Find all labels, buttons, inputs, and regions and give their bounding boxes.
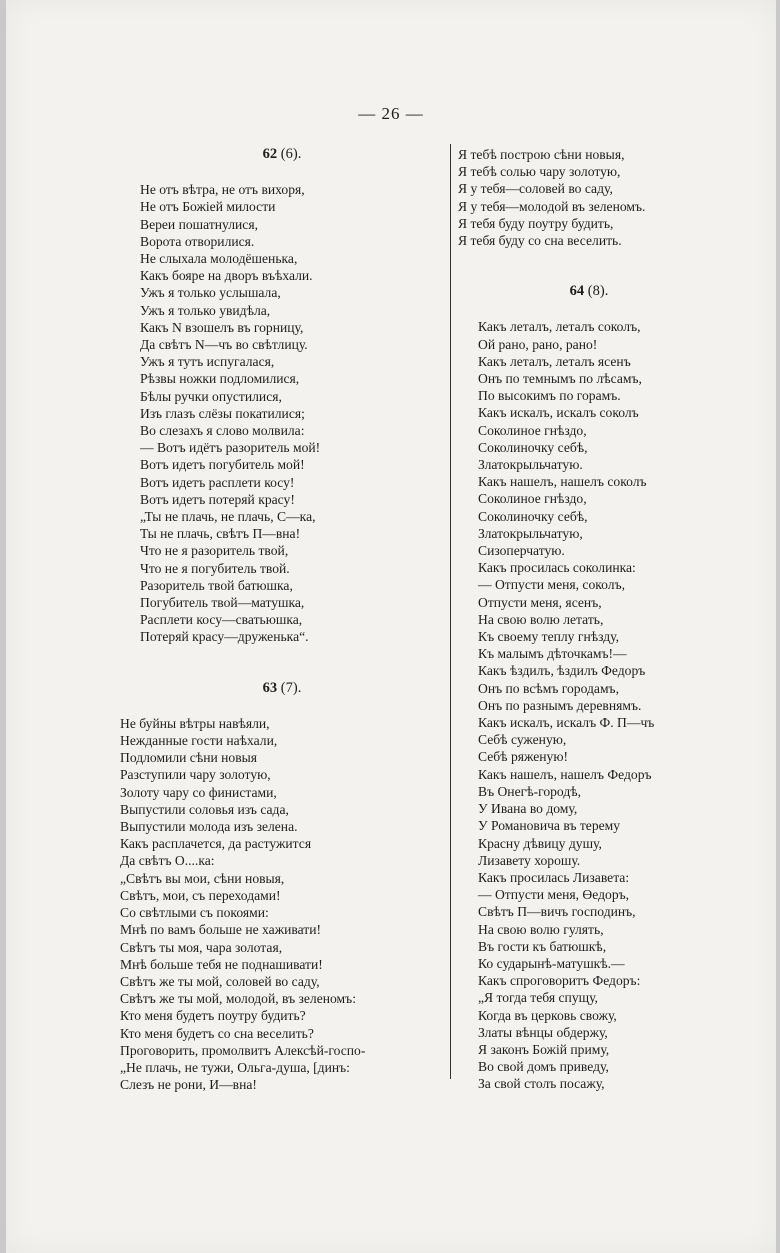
poem-line: За свой столъ посажу, (478, 1076, 605, 1092)
poem-line: Не отъ вѣтра, не отъ вихоря, (140, 182, 305, 198)
poem-line: Златы вѣнцы обдержу, (478, 1024, 608, 1040)
poem-line: Какъ леталъ, леталъ ясенъ (478, 353, 631, 369)
poem-line: Изъ глазъ слёзы покатилися; (140, 405, 305, 421)
left-column (120, 146, 444, 1093)
poem-line: Къ малымъ дѣточкамъ!— (478, 646, 627, 662)
poem-line: Я тебѣ построю сѣни новыя, (458, 147, 625, 162)
poem-line: Я законъ Божій приму, (478, 1041, 610, 1057)
poem-line: Когда въ церковь свожу, (478, 1007, 617, 1023)
right-column (458, 146, 720, 1093)
poem-line: Ко сударынѣ-матушкѣ.— (478, 955, 625, 971)
poem-line: Во слезахъ я слово молвила: (140, 423, 305, 439)
poem-line: Выпустили соловья изъ сада, (120, 801, 289, 817)
poem-line: Я тебя буду поутру будить, (458, 215, 614, 231)
poem-62-number: 62 (262, 146, 278, 162)
poem-line: „Ты не плачь, не плачь, С—ка, (140, 509, 316, 525)
poem-line: Что не я разоритель твой, (140, 543, 289, 559)
poem-line: „Не плачь, не тужи, Ольга-душа, [динъ: (120, 1059, 350, 1075)
book-page (6, 0, 776, 1253)
poem-line: Онъ по темнымъ по лѣсамъ, (478, 371, 642, 387)
poem-line: Соколиное гнѣздо, (478, 491, 587, 507)
poem-line: Я тебя буду со сна веселить. (458, 233, 622, 249)
poem-line: Разступили чару золотую, (120, 767, 271, 783)
poem-line: Мнѣ больше тебя не поднашивати! (120, 956, 323, 972)
poem-line: Соколиночку себѣ, (478, 439, 588, 455)
poem-line: Вотъ идетъ расплети косу! (140, 474, 295, 490)
poem-line: Что не я погубитель твой. (140, 560, 290, 576)
poem-line: Златокрыльчатую. (478, 457, 583, 473)
poem-line: Лизавету хорошу. (478, 852, 581, 868)
poem-line: Я тебѣ солью чару золотую, (458, 164, 621, 180)
poem-line: Свѣтъ, мои, съ переходами! (120, 887, 281, 903)
poem-line: Онъ по всѣмъ городамъ, (478, 680, 619, 696)
poem-line: Себѣ ряженую! (478, 749, 569, 765)
poem-line: Какъ просилась соколинка: (478, 560, 636, 576)
poem-64-text (458, 318, 720, 1092)
poem-line: Я у тебя—соловей во саду, (458, 181, 613, 197)
poem-64-number: 64 (569, 283, 585, 300)
poem-line: Какъ расплачется, да растужится (120, 836, 312, 852)
poem-line: Подломили сѣни новыя (120, 750, 258, 766)
poem-line: Выпустили молода изъ зелена. (120, 819, 298, 835)
poem-line: Кто меня будетъ поутру будить? (120, 1008, 306, 1024)
poem-63-text (120, 715, 444, 1093)
poem-line: Расплети косу—сватьюшка, (140, 612, 303, 628)
poem-line: Какъ бояре на дворъ въѣхали. (140, 268, 313, 284)
poem-line: Кто меня будетъ со сна веселить? (120, 1025, 314, 1041)
poem-62-variant: (6). (280, 146, 302, 162)
poem-64-variant: (8). (587, 283, 609, 300)
poem-line: Какъ искалъ, искалъ соколъ (478, 405, 639, 421)
poem-line: Онъ по разнымъ деревнямъ. (478, 697, 642, 713)
poem-63-variant: (7). (280, 679, 302, 696)
poem-line: Отпусти меня, ясенъ, (478, 594, 602, 610)
poem-line: На свою волю гулять, (478, 921, 604, 937)
poem-line: — Отпусти меня, соколъ, (478, 577, 626, 593)
poem-line: Свѣтъ же ты мой, соловей во саду, (120, 973, 320, 989)
poem-line: Себѣ суженую, (478, 732, 567, 748)
poem-line: Свѣтъ ты моя, чара золотая, (120, 939, 283, 955)
poem-line: Какъ ѣздилъ, ѣздилъ Федоръ (478, 663, 646, 679)
poem-line: Свѣтъ же ты мой, молодой, въ зеленомъ: (120, 991, 356, 1007)
poem-line: Какъ просилась Лизавета: (478, 869, 630, 885)
poem-line: „Я тогда тебя спущу, (478, 990, 598, 1006)
poem-line: Въ гости къ батюшкѣ, (478, 938, 607, 954)
poem-line: — Отпусти меня, Өедоръ, (478, 887, 630, 903)
poem-line: „Свѣтъ вы мои, сѣни новыя, (120, 870, 285, 886)
poem-line: Не буйны вѣтры навѣяли, (120, 715, 270, 731)
poem-line: Нежданные гости наѣхали, (120, 733, 278, 749)
poem-line: Во свой домъ приведу, (478, 1059, 609, 1075)
poem-line: Какъ N взошелъ въ горницу, (140, 319, 304, 335)
poem-line: Да свѣтъ О....ка: (120, 853, 215, 869)
poem-line: Соколиное гнѣздо, (478, 422, 587, 438)
poem-line: Къ своему теплу гнѣзду, (478, 629, 619, 645)
page-number: — 26 — (358, 104, 424, 123)
poem-line: Разоритель твой батюшка, (140, 577, 293, 593)
poem-line: Какъ спроговоритъ Федоръ: (478, 973, 641, 989)
poem-line: Красну дѣвицу душу, (478, 835, 602, 851)
poem-line: У Ивана во дому, (478, 801, 578, 817)
poem-line: Погубитель твой—матушка, (140, 595, 305, 611)
poem-line: Да свѣтъ N—чъ во свѣтлицу. (140, 337, 308, 353)
poem-63-heading (120, 680, 444, 697)
poem-line: Проговорить, промолвитъ Алексѣй-госпо- (120, 1042, 366, 1058)
poem-line: Со свѣтлыми съ покоями: (120, 905, 269, 921)
poem-line: Не отъ Божіей милости (140, 199, 276, 215)
poem-line: Рѣзвы ножки подломилися, (140, 371, 300, 387)
poem-line: Ворота отворилися. (140, 233, 255, 249)
poem-64-heading (458, 283, 720, 300)
poem-line: Ужъ я тутъ испугалася, (140, 354, 275, 370)
poem-line: Какъ нашелъ, нашелъ соколъ (478, 474, 647, 490)
poem-line: У Романовича въ терему (478, 818, 621, 834)
poem-line: Сизоперчатую. (478, 543, 565, 559)
poem-line: Мнѣ по вамъ больше не хаживати! (120, 922, 322, 938)
poem-line: Вереи пошатнулися, (140, 216, 258, 232)
poem-line: Ой рано, рано, рано! (478, 336, 598, 352)
poem-line: Ужъ я только увидѣла, (140, 302, 271, 318)
poem-line: Въ Онегѣ-городѣ, (478, 783, 582, 799)
poem-line: Золоту чару со финистами, (120, 784, 277, 800)
poem-line: Слезъ не рони, И—вна! (120, 1077, 257, 1093)
poem-line: Какъ искалъ, искалъ Ф. П—чъ (478, 715, 655, 731)
poem-63-continuation (458, 146, 720, 249)
poem-line: Бѣлы ручки опустилися, (140, 388, 282, 404)
poem-line: Не слыхала молодёшенька, (140, 251, 298, 266)
poem-line: По высокимъ по горамъ. (478, 388, 621, 404)
poem-62-text (120, 181, 444, 645)
poem-62-heading (120, 146, 444, 163)
poem-line: Свѣтъ П—вичъ господинъ, (478, 904, 636, 920)
poem-line: Вотъ идетъ потеряй красу! (140, 491, 295, 507)
poem-63-number: 63 (262, 679, 278, 696)
poem-line: Златокрыльчатую, (478, 525, 583, 541)
poem-line: На свою волю летать, (478, 611, 604, 627)
poem-line: Вотъ идетъ погубитель мой! (140, 457, 305, 473)
poem-line: Какъ нашелъ, нашелъ Федоръ (478, 766, 652, 782)
column-divider (450, 144, 451, 1079)
poem-line: Ты не плачь, свѣтъ П—вна! (140, 526, 301, 542)
poem-line: Соколиночку себѣ, (478, 508, 588, 524)
poem-line: Я у тебя—молодой въ зеленомъ. (458, 198, 646, 214)
poem-line: Какъ леталъ, леталъ соколъ, (478, 319, 641, 335)
poem-line: Ужъ я только услышала, (140, 285, 281, 301)
poem-line: Потеряй красу—друженька“. (140, 629, 309, 645)
poem-line: — Вотъ идётъ разоритель мой! (140, 440, 321, 456)
